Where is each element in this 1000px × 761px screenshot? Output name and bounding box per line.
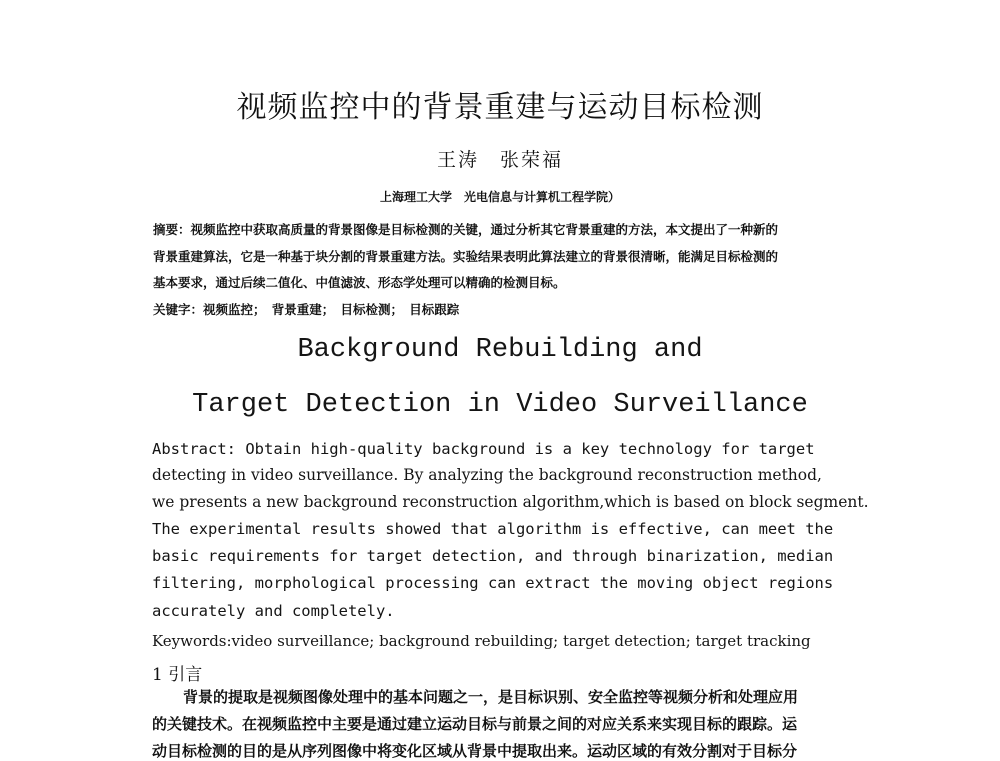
abstract-en-line: basic requirements for target detection, and through binarization, median (152, 547, 834, 565)
paper-title-zh: 视频监控中的背景重建与运动目标检测 (236, 90, 764, 125)
section-heading: 1 引言 (152, 665, 203, 685)
abstract-en-line: Abstract: Obtain high-quality background is a key technology for target (152, 440, 815, 458)
authors: 王涛 张荣福 (436, 149, 563, 171)
abstract-en-line: filtering, morphological processing can extract the moving object regions (152, 574, 834, 592)
body-line: 背景的提取是视频图像处理中的基本问题之一，是目标识别、安全监控等视频分析和处理应用 (183, 688, 799, 706)
abstract-en-line: we presents a new background reconstruction algorithm,which is based on block segment. (152, 493, 869, 511)
abstract-en-line: detecting in video surveillance. By analyzing the background reconstruction method, (152, 466, 822, 484)
abstract-zh-line: 背景重建算法，它是一种基于块分割的背景重建方法。实验结果表明此算法建立的背景很清晰，能满足目标检测的 (153, 249, 779, 264)
keywords-en: Keywords:video surveillance; background rebuilding; target detection; target tracking (152, 632, 811, 650)
keywords-zh: 关键字：视频监控； 背景重建； 目标检测； 目标跟踪 (153, 302, 460, 317)
abstract-en-line: accurately and completely. (152, 602, 395, 620)
paper-title-en-line-1: Background Rebuilding and (297, 335, 703, 365)
abstract-en-line: The experimental results showed that algorithm is effective, can meet the (152, 520, 834, 538)
paper-title-en-line-2: Target Detection in Video Surveillance (192, 390, 808, 420)
abstract-zh-line: 摘要：视频监控中获取高质量的背景图像是目标检测的关键，通过分析其它背景重建的方法，本文提出了一种新的 (153, 222, 779, 237)
body-line: 的关键技术。在视频监控中主要是通过建立运动目标与前景之间的对应关系来实现目标的跟踪。运 (152, 715, 798, 733)
affiliation: 上海理工大学 光电信息与计算机工程学院） (379, 190, 620, 204)
body-line: 动目标检测的目的是从序列图像中将变化区域从背景中提取出来。运动区域的有效分割对于目标分 (152, 742, 798, 760)
abstract-zh-line: 基本要求，通过后续二值化、中值滤波、形态学处理可以精确的检测目标。 (153, 275, 566, 290)
